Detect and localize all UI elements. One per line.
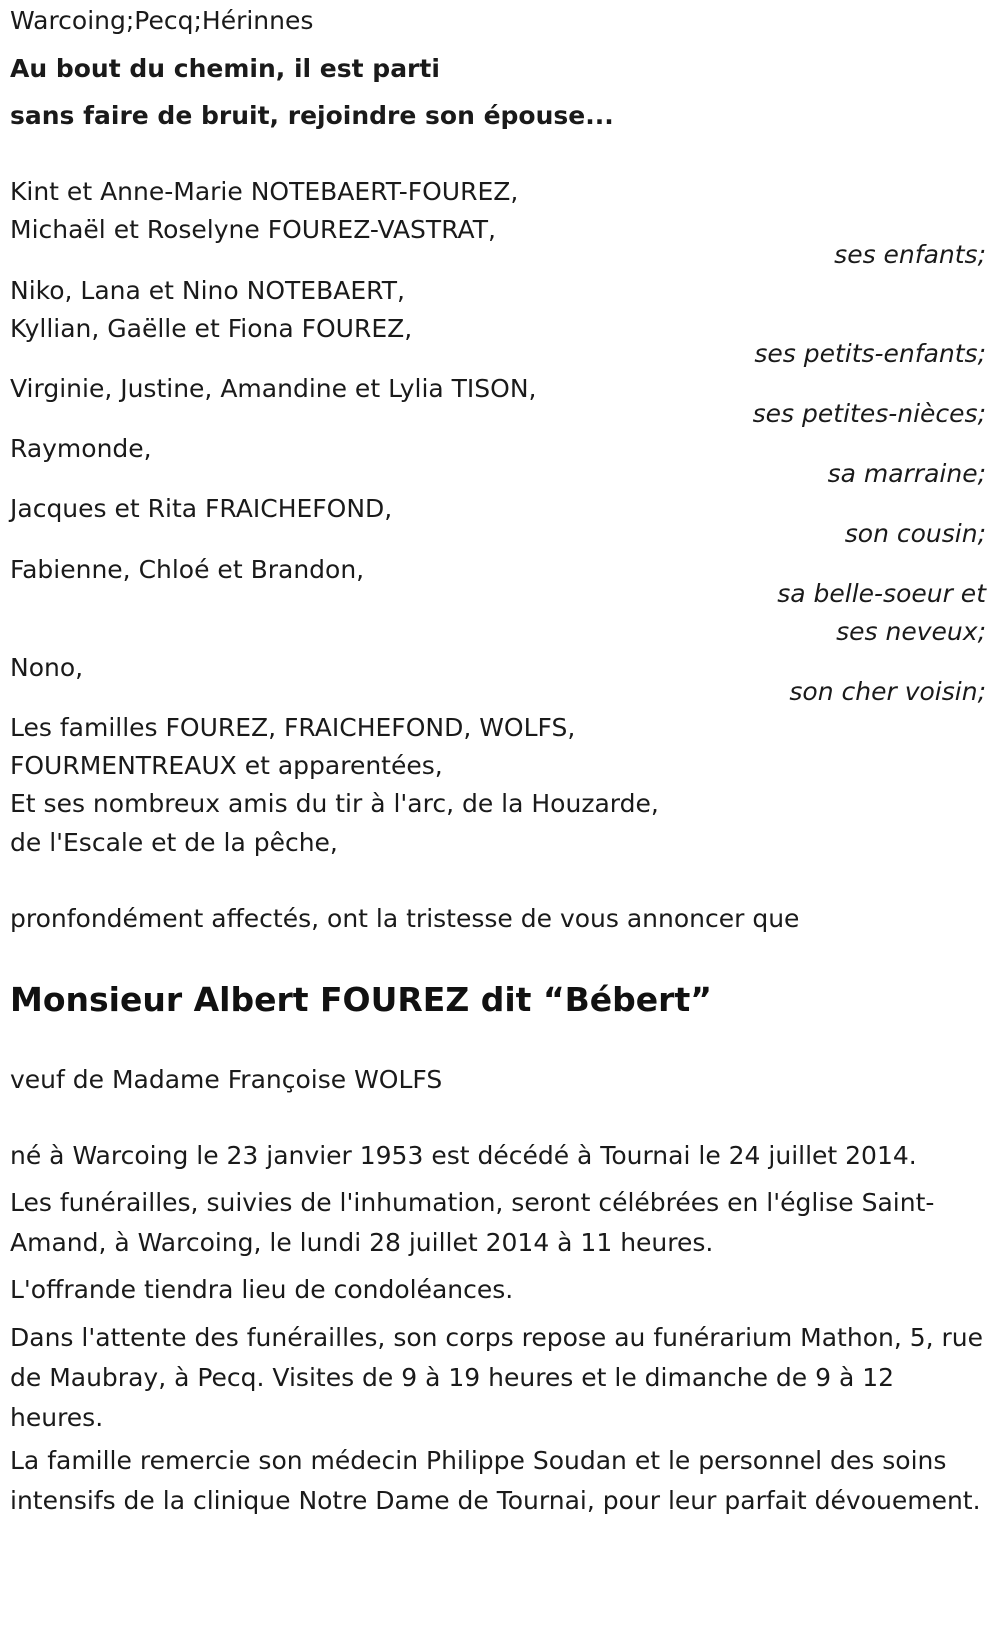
cousin-line: Jacques et Rita FRAICHEFOND, — [10, 494, 393, 523]
sister-in-law-line: Fabienne, Chloé et Brandon, — [10, 555, 365, 584]
location-header: Warcoing;Pecq;Hérinnes — [10, 6, 314, 35]
widower-line: veuf de Madame Françoise WOLFS — [10, 1065, 443, 1094]
godmother-line: Raymonde, — [10, 434, 152, 463]
grandchildren-line-2: Kyllian, Gaëlle et Fiona FOUREZ, — [10, 314, 413, 343]
families-line-3: Et ses nombreux amis du tir à l'arc, de la Houzarde, — [10, 789, 659, 818]
epitaph-line-1: Au bout du chemin, il est parti — [10, 54, 440, 83]
families-line-2: FOURMENTREAUX et apparentées, — [10, 751, 443, 780]
neighbor-line: Nono, — [10, 653, 84, 682]
sister-in-law-role-1: sa belle-soeur et — [777, 579, 986, 608]
epitaph-line-2: sans faire de bruit, rejoindre son épouse... — [10, 101, 614, 130]
sister-in-law-role-2: ses neveux; — [836, 617, 986, 646]
families-line-4: de l'Escale et de la pêche, — [10, 828, 338, 857]
funeral-paragraph: Les funérailles, suivies de l'inhumation, seront célébrées en l'église Saint-Amand, à Warcoing, le lundi 28 juillet 2014 à 11 heures. — [10, 1188, 935, 1257]
birth-death-line: né à Warcoing le 23 janvier 1953 est décédé à Tournai le 24 juillet 2014. — [10, 1141, 917, 1170]
families-line-1: Les familles FOUREZ, FRAICHEFOND, WOLFS, — [10, 713, 576, 742]
godmother-role: sa marraine; — [827, 459, 986, 488]
children-line-2: Michaël et Roselyne FOUREZ-VASTRAT, — [10, 215, 496, 244]
deceased-name: Monsieur Albert FOUREZ dit “Bébert” — [10, 980, 712, 1019]
grandchildren-line-1: Niko, Lana et Nino NOTEBAERT, — [10, 276, 405, 305]
nieces-role: ses petites-nièces; — [752, 399, 986, 428]
children-role: ses enfants; — [834, 240, 986, 269]
thanks-paragraph: La famille remercie son médecin Philippe Soudan et le personnel des soins intensifs de la clinique Notre Dame de Tournai, pour leur parfait dévouement. — [10, 1446, 981, 1515]
grandchildren-role: ses petits-enfants; — [754, 339, 986, 368]
nieces-line: Virginie, Justine, Amandine et Lylia TISON, — [10, 374, 537, 403]
visitation-paragraph: Dans l'attente des funérailles, son corps repose au funérarium Mathon, 5, rue de Maubray, à Pecq. Visites de 9 à 19 heures et le dimanche de 9 à 12 heures. — [10, 1323, 984, 1432]
neighbor-role: son cher voisin; — [789, 677, 986, 706]
children-line-1: Kint et Anne-Marie NOTEBAERT-FOUREZ, — [10, 177, 519, 206]
cousin-role: son cousin; — [844, 519, 986, 548]
announcement-intro: pronfondément affectés, ont la tristesse de vous annoncer que — [10, 904, 800, 933]
offering-paragraph: L'offrande tiendra lieu de condoléances. — [10, 1275, 514, 1304]
